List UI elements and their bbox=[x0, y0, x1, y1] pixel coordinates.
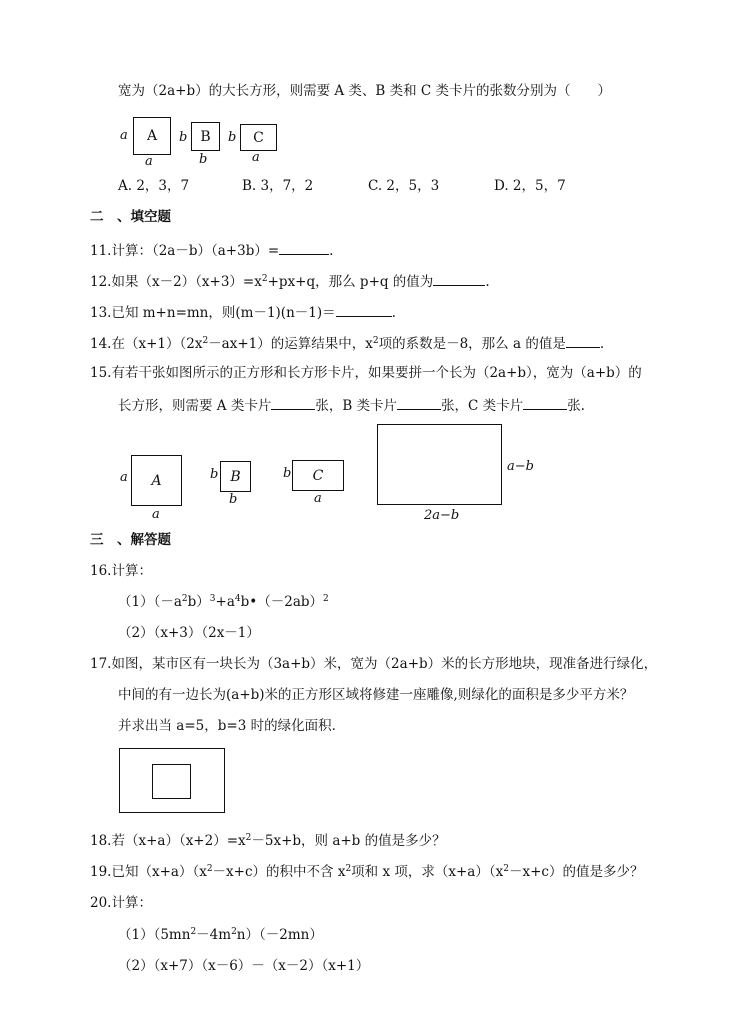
q13-blank[interactable] bbox=[336, 302, 392, 317]
q11 bbox=[90, 240, 333, 260]
q10-b-bottom-label: b bbox=[199, 152, 208, 167]
q19-s3: 2 bbox=[503, 864, 509, 874]
q14-blank[interactable] bbox=[566, 333, 600, 348]
q15-b-bottom-label: b bbox=[229, 492, 238, 507]
q10-card-b bbox=[191, 122, 220, 151]
q19-t4: －x+c）的值是多少？ bbox=[508, 864, 644, 880]
q20-title: 20.计算： bbox=[90, 895, 152, 911]
q15-text-a: 长方形，则需要 A 类卡片 bbox=[118, 398, 272, 414]
q10-a-bottom-label: a bbox=[145, 154, 153, 169]
q15-card-c-label: C bbox=[312, 467, 324, 484]
q10-card-c-label: C bbox=[253, 129, 264, 146]
q10-option-c[interactable]: C. 2，5，3 bbox=[368, 178, 440, 194]
q19-s1: 2 bbox=[206, 864, 213, 874]
q17-statue-square bbox=[152, 764, 191, 799]
q19-s2: 2 bbox=[345, 864, 352, 874]
q18-t1: 18.若（x+a）（x+2）=x bbox=[90, 833, 246, 849]
q15-card-a-label: A bbox=[151, 472, 162, 489]
q16-p1-s1: 2 bbox=[181, 594, 188, 604]
q17-line2: 中间的有一边长为(a+b)米的正方形区域将修建一座雕像,则绿化的面积是多少平方米？ bbox=[118, 687, 634, 703]
q16-p1-s4: 2 bbox=[323, 594, 329, 604]
q14-text3: 项的系数是－8，那么 a 的值是 bbox=[378, 336, 566, 352]
q18 bbox=[90, 832, 446, 850]
q14-end: . bbox=[599, 336, 605, 352]
q10-a-left-label: a bbox=[120, 128, 128, 143]
q16-title: 16.计算： bbox=[90, 563, 152, 579]
q15-b-left-label: b bbox=[210, 467, 219, 482]
q16-p1-t1: （1）（－a bbox=[118, 594, 182, 610]
q14-sup: 2 bbox=[202, 336, 209, 346]
q15-text-d: 张. bbox=[567, 398, 585, 414]
q13-text: 13.已知 m+n=mn，则(m－1)(n－1)＝ bbox=[90, 305, 336, 321]
q16-p1-t4: b•（－2ab） bbox=[240, 594, 324, 610]
q10-option-b[interactable]: B. 3，7，2 bbox=[242, 178, 314, 194]
q10-c-left-label: b bbox=[228, 130, 237, 145]
q15-big-right-label: a−b bbox=[507, 459, 534, 474]
q20-p1-t1: （1）（5mn bbox=[118, 927, 191, 943]
q15-card-a bbox=[131, 455, 182, 506]
q15-card-b bbox=[220, 461, 251, 492]
q19-t1: 19.已知（x+a）（x bbox=[90, 864, 207, 880]
q10-card-b-label: B bbox=[200, 128, 211, 145]
q18-t2: －5x+b，则 a+b 的值是多少？ bbox=[251, 833, 446, 849]
q10-b-left-label: b bbox=[179, 130, 188, 145]
q16-p1-s2: 3 bbox=[209, 594, 216, 604]
q20-p1-s1: 2 bbox=[190, 927, 197, 937]
q12-end: . bbox=[485, 274, 490, 290]
q19-t3: 项和 x 项，求（x+a）（x bbox=[351, 864, 504, 880]
q20-part1 bbox=[118, 926, 323, 944]
q12-blank[interactable] bbox=[433, 271, 485, 286]
q10-option-a[interactable]: A. 2，3，7 bbox=[118, 178, 190, 194]
q15-card-c bbox=[292, 460, 344, 491]
q16-part2: （2）（x+3）（2x－1） bbox=[118, 625, 260, 641]
section-answer-heading: 三 、解答题 bbox=[90, 532, 171, 548]
q14-text: 14.在（x+1）（2x bbox=[90, 336, 203, 352]
q15-blank-b[interactable] bbox=[397, 395, 441, 410]
q15-a-left-label: a bbox=[120, 470, 128, 485]
q15-big-bottom-label: 2a−b bbox=[424, 508, 460, 523]
q12 bbox=[90, 271, 490, 291]
q18-s1: 2 bbox=[245, 833, 252, 843]
q20-p1-t3: n）（－2mn） bbox=[236, 927, 323, 943]
q15-a-bottom-label: a bbox=[152, 507, 160, 522]
q12-text2: +px+q，那么 p+q 的值为 bbox=[267, 274, 434, 290]
q14-text2: －ax+1）的运算结果中，x bbox=[208, 336, 373, 352]
q10-card-a-label: A bbox=[146, 128, 158, 144]
q15-big-rectangle bbox=[377, 424, 502, 505]
q16-p1-t3: +a bbox=[215, 594, 235, 610]
q15-line1: 15.有若干张如图所示的正方形和长方形卡片，如果要拼一个长为（2a+b），宽为（a+b）的 bbox=[90, 365, 642, 381]
q19-t2: －x+c）的积中不含 x bbox=[212, 864, 346, 880]
q13 bbox=[90, 302, 396, 322]
q11-text: 11.计算：（2a－b）（a+3b）= bbox=[90, 243, 280, 259]
q13-end: . bbox=[391, 305, 396, 321]
q14 bbox=[90, 333, 604, 353]
q12-sup: 2 bbox=[261, 274, 268, 284]
q17-line3: 并求出当 a=5，b=3 时的绿化面积． bbox=[118, 718, 346, 734]
section-fill-in-heading: 二 、填空题 bbox=[90, 209, 171, 225]
q10-option-d[interactable]: D. 2，5，7 bbox=[494, 178, 566, 194]
q20-p1-s2: 2 bbox=[231, 927, 237, 937]
q15-line2 bbox=[118, 395, 585, 415]
q16-p1-t2: b） bbox=[187, 594, 210, 610]
q10-c-bottom-label: a bbox=[252, 150, 260, 165]
q15-blank-c[interactable] bbox=[523, 395, 567, 410]
q15-blank-a[interactable] bbox=[271, 395, 315, 410]
q15-c-left-label: b bbox=[283, 466, 292, 481]
q10-card-c bbox=[240, 124, 277, 151]
q12-text: 12.如果（x－2）（x+3）=x bbox=[90, 274, 262, 290]
q20-part2: （2）（x+7）（x－6）－（x－2）（x+1） bbox=[118, 958, 370, 974]
q15-c-bottom-label: a bbox=[314, 491, 322, 506]
q11-blank[interactable] bbox=[279, 240, 329, 255]
q15-text-c: 张，C 类卡片 bbox=[441, 398, 524, 414]
q10-card-a bbox=[133, 117, 171, 155]
q11-end: . bbox=[329, 243, 334, 259]
q15-text-b: 张，B 类卡片 bbox=[315, 398, 398, 414]
q14-sup2: 2 bbox=[372, 336, 379, 346]
q16-p1-s3: 4 bbox=[234, 594, 241, 604]
q16-part1 bbox=[118, 593, 329, 611]
q19 bbox=[90, 863, 643, 881]
q20-p1-t2: －4m bbox=[196, 927, 232, 943]
q10-text: 宽为（2a+b）的大长方形，则需要 A 类、B 类和 C 类卡片的张数分别为（ ） bbox=[118, 83, 612, 99]
q15-card-b-label: B bbox=[230, 468, 241, 485]
q17-line1: 17.如图，某市区有一块长为（3a+b）米，宽为（2a+b）米的长方形地块，现准备进行绿化， bbox=[90, 656, 658, 672]
